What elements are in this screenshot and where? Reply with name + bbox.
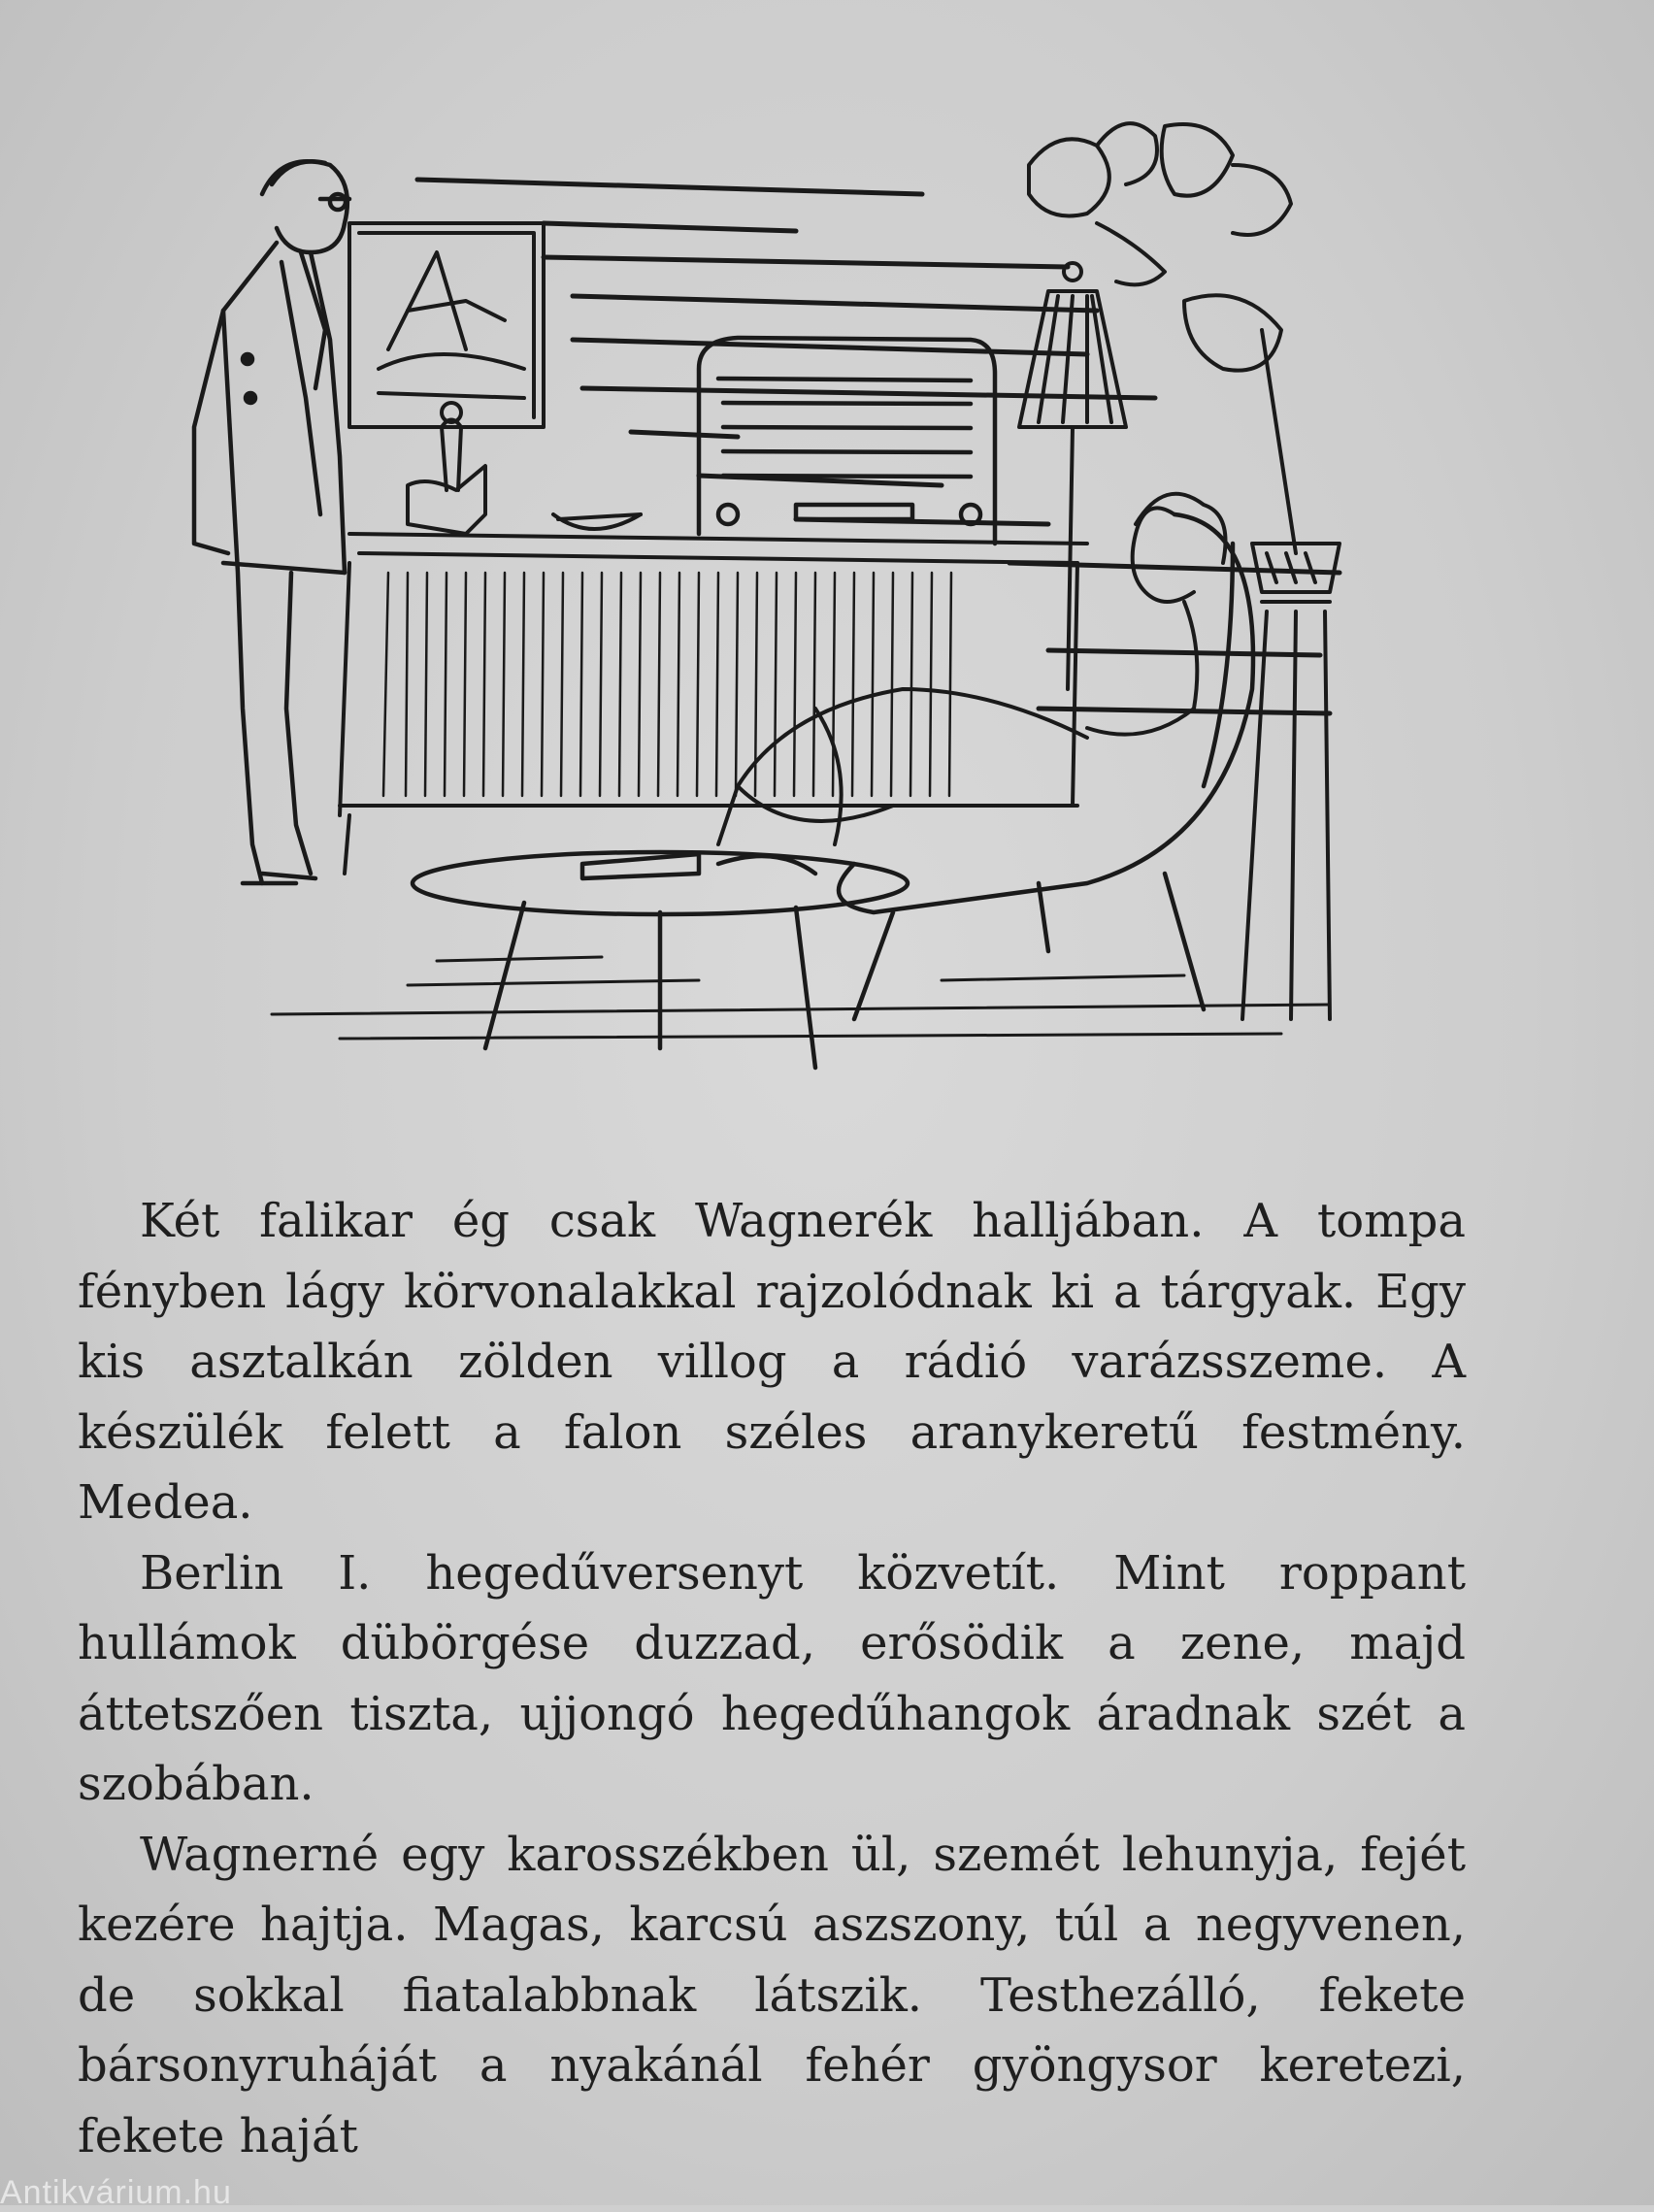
radio <box>699 338 995 544</box>
body-text <box>78 1186 1466 2171</box>
paragraph-3: Wagnerné egy karosszékben ül, szemét lehunyja, fejét kezére hajtja. Magas, karcsú aszszony, túl a negyvenen, de sokkal fiatalabbnak látszik. Testhezálló, fekete bársonyruháját a nyakánál fehér gyöngysor keretezi, fekete haját <box>78 1827 1466 2163</box>
wall-lines <box>417 180 1340 713</box>
statuette <box>408 403 485 534</box>
floor-lines <box>272 957 1330 1039</box>
lounge-chair <box>839 514 1253 1019</box>
plant-stand <box>1242 544 1340 1019</box>
floor-lamp <box>1019 263 1126 689</box>
wall-painting <box>349 223 544 427</box>
paragraph-2: Berlin I. hegedűversenyt közvetít. Mint roppant hullámok dübörgése duzzad, erősödik a zene, majd áttetszően tiszta, ujjongó hegedűhangok áradnak szét a szobában. <box>78 1545 1466 1811</box>
sideboard <box>340 534 1087 874</box>
paragraph-1: Két falikar ég csak Wagnerék halljában. A tompa fényben lágy körvonalakkal rajzolódnak ki a tárgyak. Egy kis asztalkán zölden villog a rádió varázsszeme. A készülék felett a falon széles aranykeretű festmény. Medea. <box>78 1194 1466 1530</box>
watermark: Antikvárium.hu <box>0 2174 232 2211</box>
standing-man <box>194 161 349 883</box>
living-room-illustration <box>116 107 1466 1116</box>
bowl <box>553 514 641 529</box>
